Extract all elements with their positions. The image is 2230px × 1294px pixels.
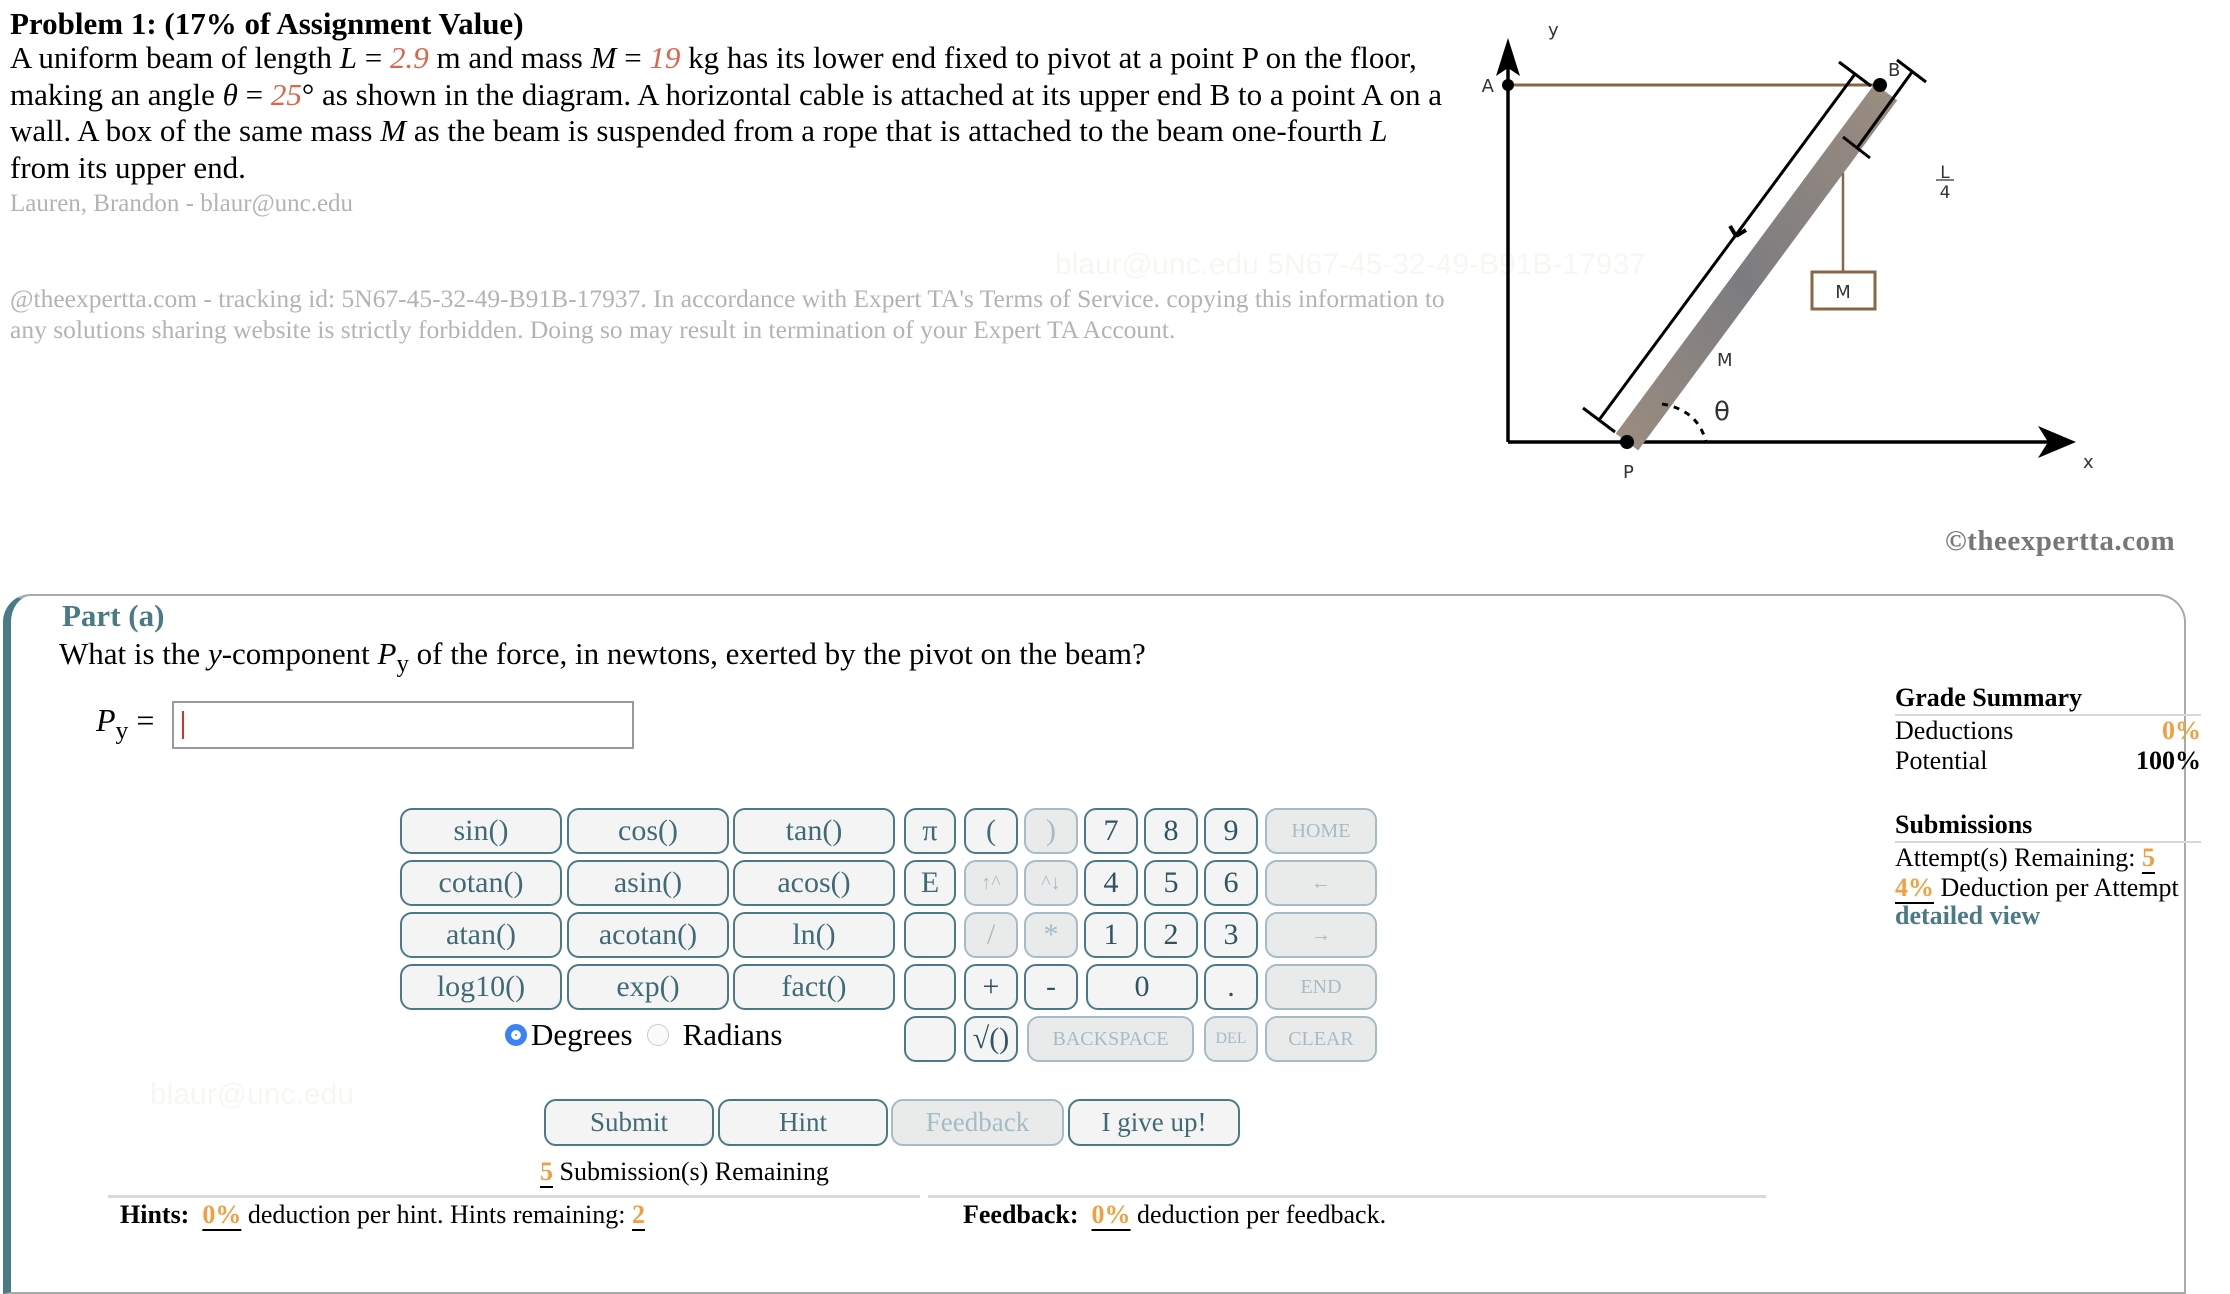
hint-deduction-pct: 0% <box>202 1200 242 1229</box>
submissions-remaining <box>540 1157 829 1187</box>
subscript-y: y <box>115 715 129 745</box>
text-cursor <box>182 711 184 739</box>
author-line: Lauren, Brandon - blaur@unc.edu <box>10 190 354 217</box>
deductions-label: Deductions <box>1895 716 2014 745</box>
symbol-P: P <box>377 636 397 671</box>
key-end[interactable]: END <box>1265 964 1377 1010</box>
key-acotan[interactable]: acotan() <box>567 912 729 958</box>
tracking-notice: @theexpertta.com - tracking id: 5N67-45-32-49-B91B-17937. In accordance with Expert TA's Terms of Service. copying this information to any solutions sharing website is strictly forbidden. Doing so may result in termination of your Expert TA Account. <box>10 284 1445 344</box>
x-axis-label: x <box>2083 452 2094 473</box>
potential-value: 100% <box>2136 746 2201 775</box>
submit-button[interactable]: Submit <box>544 1099 714 1146</box>
deduction-per-attempt-text: Deduction per Attempt <box>1934 873 2179 902</box>
deduction-per-attempt <box>1895 873 2201 903</box>
key-up-caret[interactable]: ↑^ <box>964 860 1018 906</box>
symbol-M: M <box>590 40 617 75</box>
attempts-label: Attempt(s) Remaining: <box>1895 843 2142 872</box>
label-L-over-4-den: 4 <box>1939 183 1951 203</box>
equals: = <box>357 40 390 75</box>
label-A: A <box>1481 76 1494 97</box>
potential-row <box>1895 746 2201 776</box>
question-text-part: of the force, in newtons, exerted by the pivot on the beam? <box>408 636 1146 671</box>
problem-title: Problem 1: (17% of Assignment Value) <box>10 6 524 41</box>
problem-text: A uniform beam of length <box>10 40 340 75</box>
key-blank-1[interactable] <box>904 912 956 958</box>
angle-mode-group <box>505 1017 782 1053</box>
key-delete[interactable]: DEL <box>1204 1016 1258 1062</box>
key-sin[interactable]: sin() <box>400 808 562 854</box>
label-beam-M: M <box>1717 350 1733 371</box>
angle-value: 25 <box>270 76 302 112</box>
feedback-text: deduction per feedback. <box>1130 1200 1387 1229</box>
hint-button[interactable]: Hint <box>718 1099 888 1146</box>
symbol-L: L <box>339 40 357 75</box>
key-3[interactable]: 3 <box>1204 912 1258 958</box>
grade-summary-title: Grade Summary <box>1895 683 2201 716</box>
answer-input[interactable] <box>172 701 634 749</box>
key-multiply[interactable]: * <box>1024 912 1078 958</box>
key-7[interactable]: 7 <box>1084 808 1138 854</box>
question-text-part: y <box>207 636 222 671</box>
problem-text: as the beam is suspended from a rope that is attached to the beam one-fourth <box>406 113 1371 148</box>
key-sqrt[interactable]: √() <box>964 1016 1018 1062</box>
hints-remaining-count: 2 <box>632 1200 645 1229</box>
equals: = <box>616 40 650 75</box>
feedback-info <box>963 1200 1386 1230</box>
beam <box>1627 92 1886 442</box>
key-clear[interactable]: CLEAR <box>1265 1016 1377 1062</box>
equals: = <box>237 76 271 112</box>
key-8[interactable]: 8 <box>1144 808 1198 854</box>
potential-label: Potential <box>1895 746 1988 775</box>
feedback-deduction-pct: 0% <box>1091 1200 1131 1229</box>
key-divide[interactable]: / <box>964 912 1018 958</box>
pivot-point-P <box>1620 435 1634 449</box>
key-5[interactable]: 5 <box>1144 860 1198 906</box>
problem-text: ° as shown in the diagram. A horizontal cable is attached at its upper end B to a point A on a wall. A box of the same mass <box>10 76 1443 148</box>
feedback-divider <box>928 1195 1766 1198</box>
label-theta: θ <box>1714 397 1730 427</box>
key-0[interactable]: 0 <box>1086 964 1198 1010</box>
hints-text: deduction per hint. Hints remaining: <box>241 1200 632 1229</box>
key-blank-3[interactable] <box>904 1016 956 1062</box>
feedback-button[interactable]: Feedback <box>891 1099 1064 1146</box>
key-log10[interactable]: log10() <box>400 964 562 1010</box>
problem-statement <box>10 40 1450 186</box>
symbol-theta: θ <box>222 76 238 112</box>
beam-diagram <box>1440 0 2230 500</box>
key-cotan[interactable]: cotan() <box>400 860 562 906</box>
equals: = <box>128 702 155 738</box>
label-P: P <box>1623 462 1634 483</box>
label-degrees: Degrees <box>531 1017 633 1052</box>
part-title: Part (a) <box>62 598 165 633</box>
deductions-row <box>1895 716 2201 746</box>
key-home[interactable]: HOME <box>1265 808 1377 854</box>
question-text-part: -component <box>221 636 378 671</box>
submissions-title: Submissions <box>1895 810 2201 843</box>
submissions-count: 5 <box>540 1157 553 1186</box>
hints-label: Hints: <box>120 1200 190 1229</box>
key-minus[interactable]: - <box>1024 964 1078 1010</box>
mass-value: 19 <box>649 40 681 75</box>
feedback-label: Feedback: <box>963 1200 1079 1229</box>
hints-info <box>120 1200 645 1230</box>
key-backspace[interactable]: BACKSPACE <box>1027 1016 1194 1062</box>
attempts-value: 5 <box>2141 843 2155 872</box>
key-9[interactable]: 9 <box>1204 808 1258 854</box>
key-atan[interactable]: atan() <box>400 912 562 958</box>
label-radians: Radians <box>682 1017 783 1052</box>
key-caret-down[interactable]: ^↓ <box>1024 860 1078 906</box>
problem-text: m and mass <box>428 40 591 75</box>
radio-degrees[interactable] <box>505 1024 527 1046</box>
key-arrow-right[interactable]: → <box>1265 912 1377 958</box>
key-decimal[interactable]: . <box>1204 964 1258 1010</box>
symbol-L: L <box>1370 113 1388 148</box>
give-up-button[interactable]: I give up! <box>1068 1099 1240 1146</box>
deductions-value: 0% <box>2162 716 2201 745</box>
key-tan[interactable]: tan() <box>733 808 895 854</box>
key-ln[interactable]: ln() <box>733 912 895 958</box>
copyright-notice: ©theexpertta.com <box>1945 525 2176 557</box>
subscript-y: y <box>396 650 409 678</box>
watermark: blaur@unc.edu <box>150 1078 354 1111</box>
label-box-M: M <box>1835 282 1851 303</box>
key-2[interactable]: 2 <box>1144 912 1198 958</box>
symbol-P: P <box>96 702 116 738</box>
key-cos[interactable]: cos() <box>567 808 729 854</box>
problem-text: from its upper end. <box>10 149 246 185</box>
label-B: B <box>1888 60 1901 81</box>
point-B <box>1873 78 1887 92</box>
key-6[interactable]: 6 <box>1204 860 1258 906</box>
grade-summary <box>1895 683 2201 929</box>
key-exp[interactable]: exp() <box>567 964 729 1010</box>
label-L-over-4-num: L <box>1940 163 1950 183</box>
angle-arc <box>1662 404 1706 442</box>
key-arrow-left[interactable]: ← <box>1265 860 1377 906</box>
key-fact[interactable]: fact() <box>733 964 895 1010</box>
key-pi[interactable]: π <box>904 808 956 854</box>
question-text-part: What is the <box>59 636 208 671</box>
question-text <box>59 636 1146 678</box>
key-blank-2[interactable] <box>904 964 956 1010</box>
answer-label <box>96 702 154 746</box>
key-right-paren[interactable]: ) <box>1024 808 1078 854</box>
key-asin[interactable]: asin() <box>567 860 729 906</box>
key-1[interactable]: 1 <box>1084 912 1138 958</box>
key-acos[interactable]: acos() <box>733 860 895 906</box>
deduction-per-attempt-pct: 4% <box>1895 873 1934 902</box>
key-4[interactable]: 4 <box>1084 860 1138 906</box>
hints-divider <box>108 1195 920 1198</box>
key-left-paren[interactable]: ( <box>964 808 1018 854</box>
radio-radians[interactable] <box>647 1024 669 1046</box>
symbol-M: M <box>380 113 407 148</box>
y-axis-label: y <box>1548 20 1559 41</box>
key-E[interactable]: E <box>904 860 956 906</box>
problem-text: kg has its lower end fixed to pivot at a point P on the floor, making an angle <box>10 40 1417 112</box>
submissions-text: Submission(s) Remaining <box>553 1157 829 1186</box>
point-A <box>1502 79 1514 91</box>
detailed-view-link[interactable]: detailed view <box>1895 901 2041 930</box>
attempts-row <box>1895 843 2201 873</box>
watermark: blaur@unc.edu 5N67-45-32-49-B91B-17937 <box>1055 248 1646 281</box>
key-plus[interactable]: + <box>964 964 1018 1010</box>
length-value: 2.9 <box>389 40 429 75</box>
